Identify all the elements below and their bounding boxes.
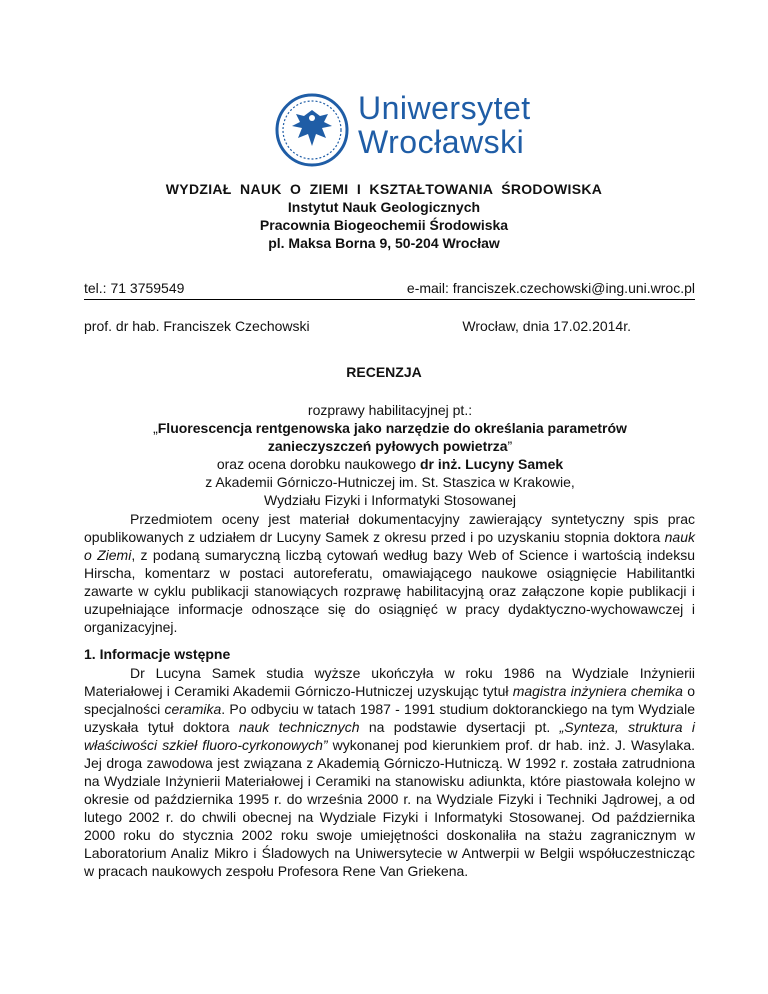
university-logo bbox=[274, 90, 531, 164]
institute-name: Instytut Nauk Geologicznych bbox=[287, 199, 481, 215]
intro-paragraph bbox=[84, 510, 695, 636]
s1-text-3: . Po odbyciu w tatach 1987 - 1991 studium doktoranckiego na tym Wydziale uzyskała tytuł doktora bbox=[84, 701, 695, 735]
s1-text-2: o specjalności bbox=[84, 683, 695, 717]
contact-row bbox=[84, 280, 695, 300]
intro-text-italic: nauk o Ziemi bbox=[84, 529, 695, 563]
s1-text-5: wykonanej pod kierunkiem prof. dr hab. inż. J. Wasylaka. Jej droga zawodowa jest związana z Akademią Górniczo-Hutniczą. W 1992 r. została zatrudniona na Wydziale Inżynierii Materiałowej i Ceramiki na stanowisku adiunkta, które piastowała kolejno w okresie od października 1995 r. do września 2000 r. na Wydziale Fizyki i Techniki Jądrowej, a od lutego 2002 r. do chwili obecnej na Wydziale Fizyki i Informatyki Stosowanej. Od października 2000 roku do stycznia 2002 roku swoje umiejętności doskonaliła na stażu zagranicznym w Laboratorium Analiz Mikro i Śladowych na Uniwersytecie w Antwerpii w Belgii współuczestnicząc w pracach naukowych zespołu Profesora Rene Van Griekena. bbox=[84, 737, 695, 879]
place-date: Wrocław, dnia 17.02.2014r. bbox=[462, 318, 631, 334]
candidate-name: dr inż. Lucyny Samek bbox=[419, 456, 564, 472]
intro-text-a: Przedmiotem oceny jest materiał dokumentacyjny zawierający syntetyczny spis prac opublikowanych z udziałem dr Lucyny Samek z okresu przed i po uzyskaniu stopnia doktora bbox=[84, 511, 695, 545]
s1-text-4: na podstawie dysertacji pt. bbox=[359, 719, 560, 735]
subject-line-1: rozprawy habilitacyjnej pt.: bbox=[307, 402, 473, 418]
faculty-name: WYDZIAŁ NAUK O ZIEMI I KSZTAŁTOWANIA ŚRODOWISKA bbox=[165, 181, 603, 197]
quote-open: „ bbox=[153, 420, 158, 436]
logo-wordmark-line2: Wrocławski bbox=[358, 124, 525, 160]
phone-number: tel.: 71 3759549 bbox=[84, 280, 185, 296]
quote-close: ” bbox=[507, 438, 513, 454]
intro-text-b: , z podaną sumaryczną liczbą cytowań według bazy Web of Science i wartością indeksu Hirscha, komentarz w postaci autoreferatu, omawiającego naukowe osiągnięcie Habilitantki zawarte w cyklu publikacji stanowiących rozprawę habilitacyjną oraz załączone kopie publikacji i uzupełniające informacje odnoszące się do osiągnięć w pracy dydaktyczno-wychowawczej i organizacyjnej. bbox=[84, 547, 695, 635]
thesis-title-block bbox=[100, 419, 680, 455]
reviewer-name: prof. dr hab. Franciszek Czechowski bbox=[84, 318, 310, 334]
logo-wordmark-line1: Uniwersytet bbox=[358, 90, 531, 126]
review-subject bbox=[100, 401, 680, 509]
s1-text-1: Dr Lucyna Samek studia wyższe ukończyła w roku 1986 na Wydziale Inżynierii Materiałowej i Ceramiki Akademii Górniczo-Hutniczej uzyskując tytuł bbox=[84, 665, 695, 699]
subject-line-4: z Akademii Górniczo-Hutniczej im. St. Staszica w Krakowie, bbox=[205, 474, 575, 490]
s1-italic-2: ceramika bbox=[164, 701, 222, 717]
university-crest-icon bbox=[274, 92, 350, 168]
subject-line-5: Wydziału Fizyki i Informatyki Stosowanej bbox=[264, 492, 516, 508]
section-1-heading: 1. Informacje wstępne bbox=[84, 646, 231, 662]
thesis-title: Fluorescencja rentgenowska jako narzędzie do określania parametrów zanieczyszczeń pyłowych powietrza bbox=[157, 420, 627, 454]
subject-line-3-text: oraz ocena dorobku naukowego bbox=[216, 456, 420, 472]
address: pl. Maksa Borna 9, 50-204 Wrocław bbox=[268, 235, 500, 251]
s1-italic-1: magistra inżyniera chemika bbox=[512, 683, 683, 699]
subject-line-3 bbox=[100, 455, 680, 473]
section-1-paragraph bbox=[84, 664, 695, 880]
s1-italic-4: „Synteza, struktura i właściwości szkieł fluoro-cyrkonowych” bbox=[84, 719, 695, 753]
document-title: RECENZJA bbox=[346, 364, 422, 380]
s1-italic-3: nauk technicznych bbox=[238, 719, 360, 735]
lab-name: Pracownia Biogeochemii Środowiska bbox=[259, 217, 509, 233]
email-address: e-mail: franciszek.czechowski@ing.uni.wroc.pl bbox=[406, 280, 695, 296]
